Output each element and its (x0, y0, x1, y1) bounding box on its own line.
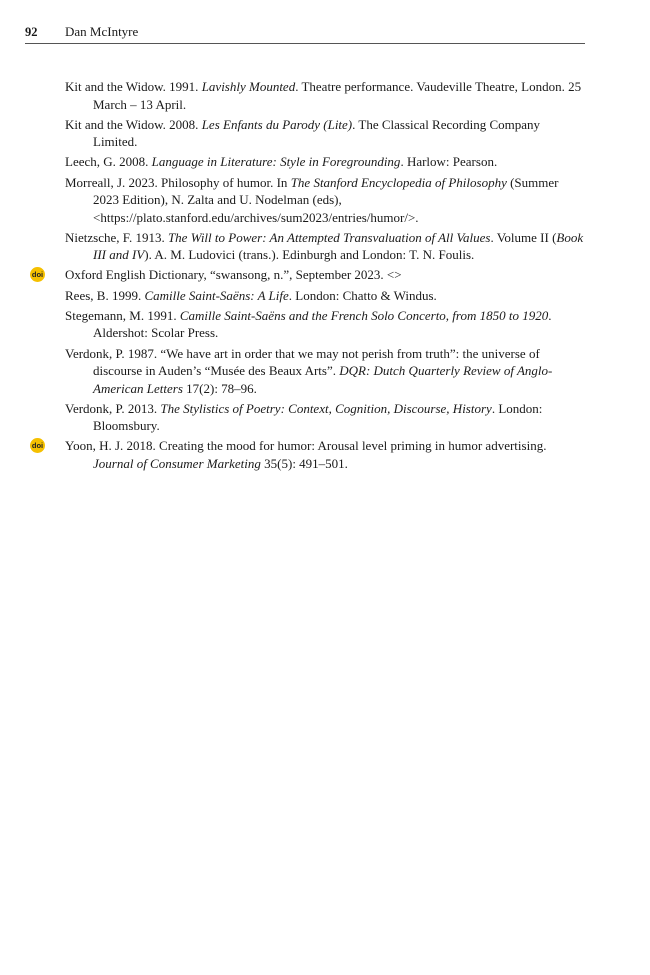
reference-entry (65, 307, 585, 342)
reference-text: . Volume II ( (490, 229, 557, 245)
reference-text: Morreall, J. 2023. Philosophy of humor. In (65, 174, 291, 190)
reference-text: Verdonk, P. 2013. (65, 400, 161, 416)
reference-list (31, 78, 585, 475)
running-head: Dan McIntyre (65, 24, 139, 39)
reference-text: Kit and the Widow. 2008. (65, 116, 202, 132)
reference-text: Oxford English Dictionary, “swansong, n.”, September 2023. <> (65, 267, 402, 283)
reference-entry (65, 229, 585, 264)
reference-text: . Aldershot: Scolar Press. (93, 307, 552, 341)
reference-text: Stegemann, M. 1991. (65, 307, 180, 323)
reference-text: Leech, G. 2008. (65, 154, 152, 170)
page-header (25, 24, 585, 44)
reference-text: 35(5): 491–501. (260, 455, 348, 471)
reference-text: Rees, B. 1999. (65, 287, 145, 303)
reference-text: Yoon, H. J. 2018. Creating the mood for humor: Arousal level priming in humor advertising. (65, 438, 547, 454)
page-number: 92 (25, 25, 38, 39)
reference-title: Lavishly Mounted (201, 79, 296, 94)
doi-icon[interactable]: doi (30, 267, 45, 282)
reference-title: DQR: Dutch Quarterly Review of Anglo-American Letters (93, 363, 553, 396)
reference-entry (65, 78, 585, 113)
reference-text: (Summer 2023 Edition), N. Zalta and U. Nodelman (eds), <https://plato.stanford.edu/archives/sum2023/entries/humor/>. (93, 174, 559, 225)
reference-title: The Will to Power: An Attempted Transvaluation of All Values (167, 229, 491, 245)
reference-text: . London: Bloomsbury. (93, 400, 543, 434)
reference-text: Kit and the Widow. 1991. (65, 79, 202, 94)
reference-title: The Stanford Encyclopedia of Philosophy (290, 174, 507, 190)
reference-entry (65, 345, 585, 398)
reference-entry (65, 174, 585, 227)
doi-icon[interactable]: doi (30, 438, 45, 453)
reference-entry (31, 437, 585, 472)
reference-title: Camille Saint-Saëns and the French Solo Concerto, from 1850 to 1920 (179, 307, 549, 323)
reference-entry (65, 400, 585, 435)
reference-title: Camille Saint-Saëns: A Life (144, 287, 289, 303)
reference-entry (65, 153, 585, 171)
reference-entry (65, 116, 585, 151)
reference-title: The Stylistics of Poetry: Context, Cognition, Discourse, History (160, 400, 492, 416)
reference-entry (31, 266, 585, 284)
reference-title: Book III and IV (93, 229, 584, 263)
reference-text: . Theatre performance. Vaudeville Theatre, London. 25 March – 13 April. (93, 79, 582, 112)
reference-title: Language in Literature: Style in Foregrounding (151, 154, 401, 170)
reference-text: . London: Chatto & Windus. (288, 287, 437, 303)
reference-entry (65, 287, 585, 305)
reference-text: Verdonk, P. 1987. “We have art in order that we may not perish from truth”: the universe of discourse in Auden’s “Musée des Beaux Arts”. (65, 345, 540, 378)
reference-title: Les Enfants du Parody (Lite) (201, 116, 353, 132)
reference-title: Journal of Consumer Marketing (93, 455, 261, 471)
reference-text: . The Classical Recording Company Limited. (93, 116, 541, 150)
reference-text: 17(2): 78–96. (182, 380, 257, 396)
reference-text: Nietzsche, F. 1913. (65, 229, 168, 245)
reference-text: ). A. M. Ludovici (trans.). Edinburgh and London: T. N. Foulis. (144, 247, 475, 263)
reference-text: . Harlow: Pearson. (400, 154, 498, 170)
